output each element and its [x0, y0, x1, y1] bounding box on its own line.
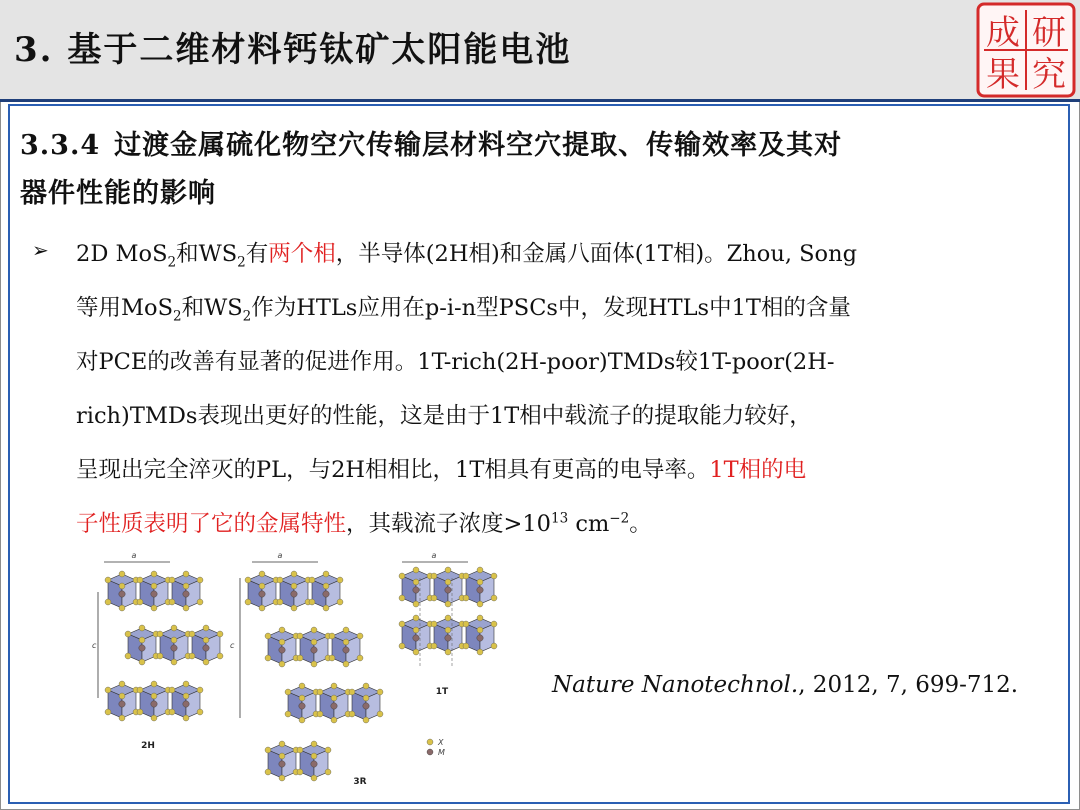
legend-x-marker	[427, 739, 433, 745]
paragraph-line-4: rich)TMDs表现出更好的性能，这是由于1T相中载流子的提取能力较好，	[76, 403, 812, 429]
highlight-metallic-1: 1T相的电	[709, 457, 807, 483]
legend-m-label: M	[438, 748, 445, 757]
page-title: 3. 基于二维材料钙钛矿太阳能电池	[14, 30, 572, 70]
svg-text:究: 究	[1032, 55, 1066, 95]
svg-text:果: 果	[986, 55, 1020, 95]
paragraph-line-1: 2D MoS$_2$和$WS_2$有两个相，半导体(2H相)和金属八面体(1T相)。Zhou, Song	[76, 241, 857, 271]
paragraph-line-3: 对PCE的改善有显著的促进作用。1T-rich(2H-poor)TMDs较1T-poor(2H-	[76, 349, 835, 375]
header-divider	[0, 99, 1080, 102]
section-heading	[20, 122, 1060, 218]
legend-x-label: X	[438, 738, 444, 747]
citation-journal: Nature Nanotechnol.	[552, 672, 799, 698]
axis-c-label-2h: c	[92, 641, 97, 650]
label-1t: 1T	[435, 687, 449, 697]
logo-seal-icon	[976, 2, 1076, 98]
highlight-metallic-2: 子性质表明了它的金属特性	[76, 511, 347, 537]
structure-2h	[92, 551, 223, 751]
axis-a-label-3r: a	[277, 551, 283, 560]
structure-3r	[230, 551, 383, 787]
structure-1t	[399, 551, 497, 757]
axis-a-label-2h: a	[131, 551, 137, 560]
paragraph-line-2: 等用MoS$_2$和$WS_2$作为HTLs应用在p-i-n型PSCs中，发现HTLs中1T相的含量	[76, 295, 851, 325]
svg-text:成: 成	[986, 13, 1020, 53]
citation	[552, 672, 1018, 698]
highlight-two-phases: 两个相	[268, 241, 336, 267]
legend-m-marker	[427, 749, 433, 755]
section-title-line2: 器件性能的影响	[20, 178, 216, 209]
label-2h: 2H	[141, 741, 155, 751]
axis-a-label-1t: a	[431, 551, 437, 560]
section-number: 3.3.4	[20, 130, 101, 161]
paragraph-line-5: 呈现出完全淬灭的PL，与2H相相比，1T相具有更高的电导率。1T相的电	[76, 457, 807, 483]
bullet-arrow-icon: ➢	[32, 238, 49, 262]
section-title-line1: 过渡金属硫化物空穴传输层材料空穴提取、传输效率及其对	[114, 130, 843, 161]
citation-details: , 2012, 7, 699-712.	[798, 672, 1019, 698]
paragraph-line-6: 子性质表明了它的金属特性，其载流子浓度$>10^{13}$ $cm^{-2}$。	[76, 510, 652, 537]
axis-c-label-3r: c	[230, 641, 235, 650]
svg-text:研: 研	[1032, 13, 1066, 53]
header-bar	[0, 0, 1080, 100]
crystal-structure-figure	[90, 548, 510, 796]
label-3r: 3R	[353, 777, 367, 787]
body-paragraph	[76, 227, 1044, 551]
